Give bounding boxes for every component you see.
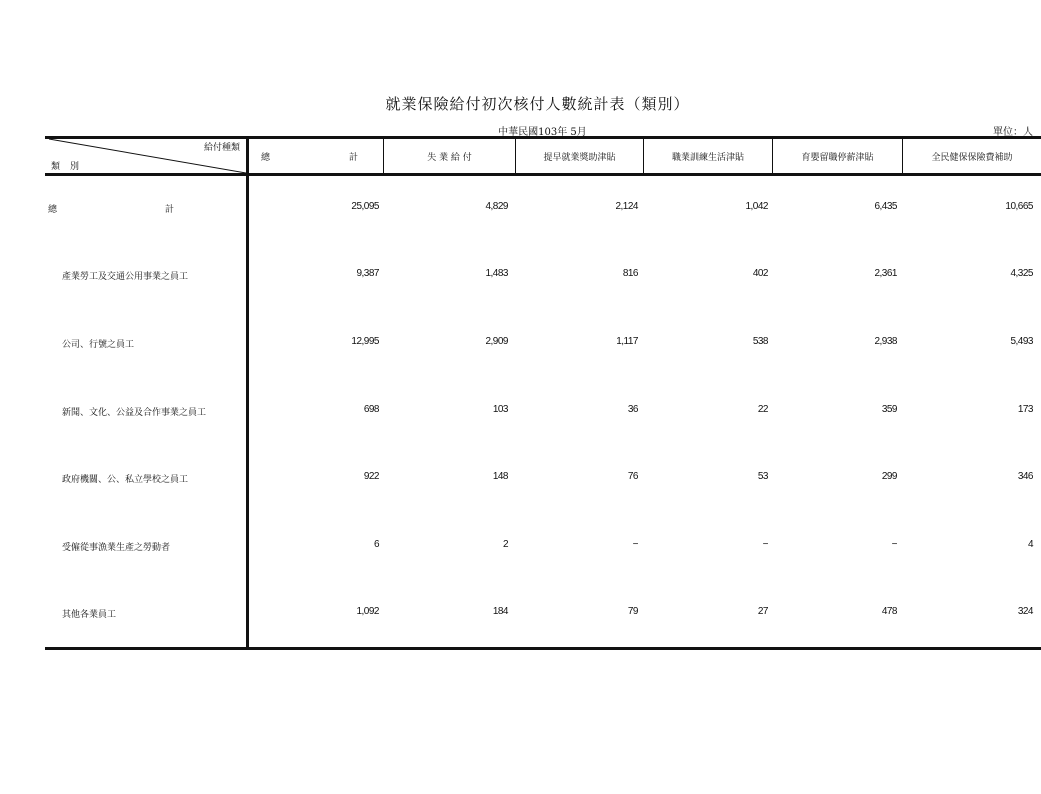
col-header-parental-leave: 育嬰留職停薪津貼: [772, 139, 902, 173]
table-cell: 173: [1017, 404, 1033, 415]
table-cell: 5,493: [1010, 336, 1033, 347]
table-cell: 184: [492, 606, 508, 617]
row-label-total: 總 計: [48, 205, 175, 215]
row-label: 新聞、文化、公益及合作事業之員工: [62, 408, 207, 418]
table-cell: 12,995: [351, 336, 379, 347]
row-label: 政府機關、公、私立學校之員工: [62, 475, 189, 485]
table-cell: 1,117: [616, 336, 638, 347]
table-cell: 2: [502, 539, 508, 550]
col-header-nhi-subsidy: 全民健保保險費補助: [902, 139, 1041, 173]
row-label: 受僱從事漁業生產之勞動者: [62, 543, 171, 553]
table-cell: 538: [752, 336, 768, 347]
table-cell: 4: [1027, 539, 1033, 550]
table-cell: 76: [627, 471, 638, 482]
label-column-divider: [246, 176, 249, 650]
header-corner-cell: [45, 139, 249, 173]
table-cell: 25,095: [351, 201, 379, 212]
col-header-total: 總 計: [260, 152, 371, 163]
table-cell: 698: [363, 404, 379, 415]
unit-label: 單位：人: [993, 127, 1033, 138]
table-cell: 22: [757, 404, 768, 415]
table-cell: 346: [1017, 471, 1033, 482]
table-cell: 4,829: [485, 201, 508, 212]
table-cell: 2,909: [485, 336, 508, 347]
col-header-early-reemployment: 提早就業獎助津貼: [515, 139, 643, 173]
table-header: [45, 136, 1041, 176]
row-label: 產業勞工及交通公用事業之員工: [62, 272, 189, 282]
table-cell: 6,435: [874, 201, 897, 212]
table-cell: 103: [492, 404, 508, 415]
row-label: 公司、行號之員工: [62, 340, 135, 350]
table-cell: 359: [881, 404, 897, 415]
table-cell: 816: [622, 268, 638, 279]
table-cell: 148: [492, 471, 508, 482]
table-cell: 1,092: [356, 606, 379, 617]
table-cell: 6: [373, 539, 379, 550]
table-cell: 922: [363, 471, 379, 482]
table-cell: 402: [752, 268, 768, 279]
table-cell: 4,325: [1010, 268, 1033, 279]
table-cell: 53: [757, 471, 768, 482]
col-header-unemployment: 失 業 給 付: [383, 139, 515, 173]
report-title: 就業保險給付初次核付人數統計表（類別）: [385, 95, 690, 113]
corner-label-benefit-type: 給付種類: [203, 143, 240, 153]
table-cell: 27: [757, 606, 768, 617]
table-cell: 299: [881, 471, 897, 482]
table-bottom-rule: [45, 647, 1041, 650]
report-period: 中華民國103年 5月: [498, 127, 587, 138]
table-cell: 2,938: [874, 336, 897, 347]
row-label: 其他各業員工: [62, 610, 117, 620]
col-header-vocational-training: 職業訓練生活津貼: [643, 139, 772, 173]
table-cell: 36: [627, 404, 638, 415]
table-cell: 324: [1017, 606, 1033, 617]
table-cell: 2,124: [615, 201, 638, 212]
table-cell: −: [632, 539, 638, 550]
table-cell: 10,665: [1005, 201, 1033, 212]
table-cell: −: [762, 539, 768, 550]
table-cell: 1,483: [485, 268, 508, 279]
corner-label-category: 類別: [51, 162, 90, 172]
table-cell: 2,361: [874, 268, 897, 279]
table-cell: −: [891, 539, 897, 550]
table-cell: 478: [881, 606, 897, 617]
table-cell: 9,387: [356, 268, 379, 279]
table-cell: 79: [627, 606, 638, 617]
table-cell: 1,042: [745, 201, 768, 212]
